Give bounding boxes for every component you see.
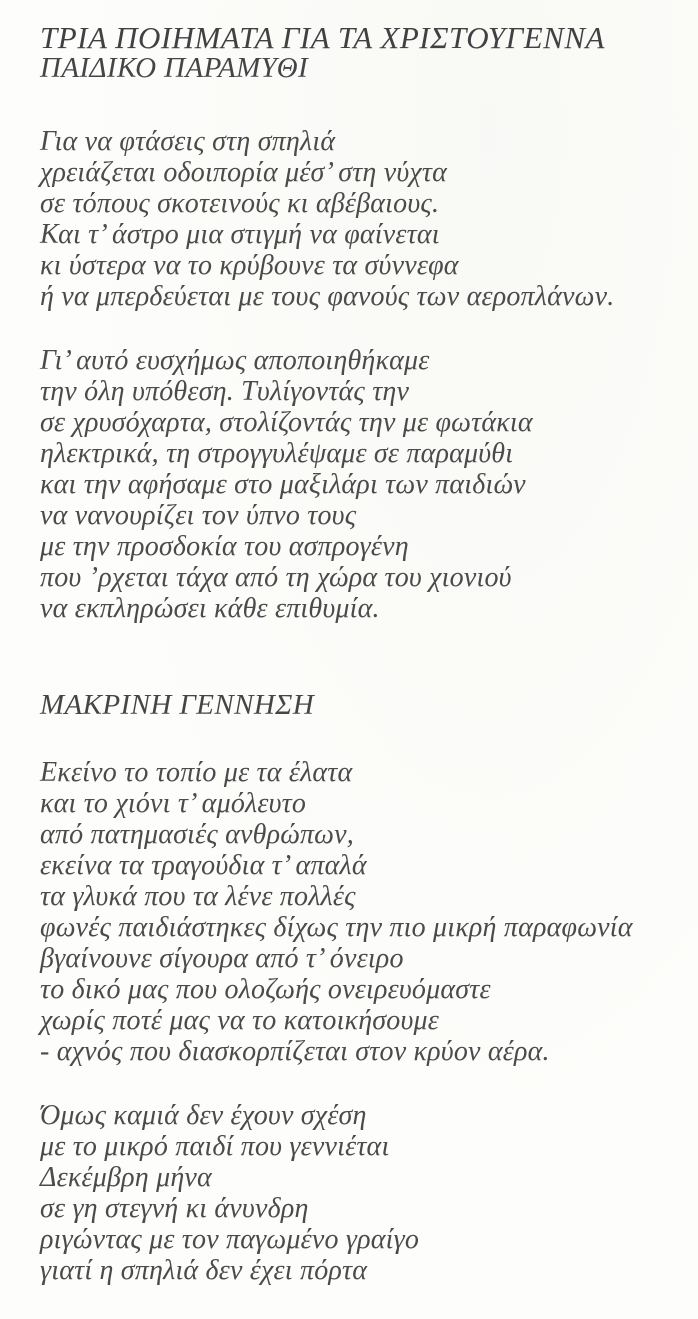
poem-line: γιατί η σπηλιά δεν έχει πόρτα <box>40 1255 368 1286</box>
poem-line: Γι’ αυτό ευσχήμως αποποιηθήκαμε <box>40 345 430 376</box>
poem-line: κι ύστερα να το κρύβουνε τα σύννεφα <box>40 250 459 281</box>
poem-line: σε χρυσόχαρτα, στολίζοντάς την με φωτάκια <box>40 407 533 438</box>
poem-heading-paidiko-paramythi: ΠΑΙΔΙΚΟ ΠΑΡΑΜΥΘΙ <box>40 52 309 84</box>
poem-line: φωνές παιδιάστηκες δίχως την πιο μικρή παραφωνία <box>40 912 633 943</box>
poem-line: τα γλυκά που τα λένε πολλές <box>40 881 356 912</box>
poem-line: που ’ρχεται τάχα από τη χώρα του χιονιού <box>40 562 512 593</box>
poem-line: από πατημασιές ανθρώπων, <box>40 819 354 850</box>
poem-line: το δικό μας που ολοζωής ονειρευόμαστε <box>40 974 491 1005</box>
poem-line: και την αφήσαμε στο μαξιλάρι των παιδιών <box>40 469 526 500</box>
poem-line: ηλεκτρικά, τη στρογγυλέψαμε σε παραμύθι <box>40 438 514 469</box>
poem1-stanza2 <box>40 345 672 624</box>
poem-line: ριγώντας με τον παγωμένο γραίγο <box>40 1224 420 1255</box>
poem-line: και το χιόνι τ’ αμόλευτο <box>40 788 307 819</box>
poem-line: χωρίς ποτέ μας να το κατοικήσουμε <box>40 1005 440 1036</box>
poem-heading-makrini-gennisi: ΜΑΚΡΙΝΗ ΓΕΝΝΗΣΗ <box>40 689 315 721</box>
poem-line: ή να μπερδεύεται με τους φανούς των αεροπλάνων. <box>40 281 615 312</box>
poem-line: - αχνός που διασκορπίζεται στον κρύον αέρα. <box>40 1036 550 1067</box>
poem-line: την όλη υπόθεση. Τυλίγοντάς την <box>40 376 410 407</box>
poem-line: χρειάζεται οδοιπορία μέσ’ στη νύχτα <box>40 157 448 188</box>
poem-line: σε τόπους σκοτεινούς κι αβέβαιους. <box>40 188 440 219</box>
poem-line: Εκείνο το τοπίο με τα έλατα <box>40 757 353 788</box>
poem-line: Και τ’ άστρο μια στιγμή να φαίνεται <box>40 219 440 250</box>
poem-line: Για να φτάσεις στη σπηλιά <box>40 126 336 157</box>
poem2-stanza1 <box>40 757 672 1067</box>
poem-line: βγαίνουνε σίγουρα από τ’ όνειρο <box>40 943 404 974</box>
poem-line: με την προσδοκία του ασπρογένη <box>40 531 409 562</box>
poem-line: με το μικρό παιδί που γεννιέται <box>40 1131 390 1162</box>
poem2-stanza2 <box>40 1100 672 1286</box>
poem-line: Δεκέμβρη μήνα <box>40 1162 212 1193</box>
poem-line: να νανουρίζει τον ύπνο τους <box>40 500 357 531</box>
poem-line: σε γη στεγνή κι άνυνδρη <box>40 1193 309 1224</box>
page-title: ΤΡΙΑ ΠΟΙΗΜΑΤΑ ΓΙΑ ΤΑ ΧΡΙΣΤΟΥΓΕΝΝΑ <box>40 20 605 55</box>
poem-line: να εκπληρώσει κάθε επιθυμία. <box>40 593 380 624</box>
poem-line: Όμως καμιά δεν έχουν σχέση <box>40 1100 367 1131</box>
poem-line: εκείνα τα τραγούδια τ’ απαλά <box>40 850 367 881</box>
poem1-stanza1 <box>40 126 672 312</box>
